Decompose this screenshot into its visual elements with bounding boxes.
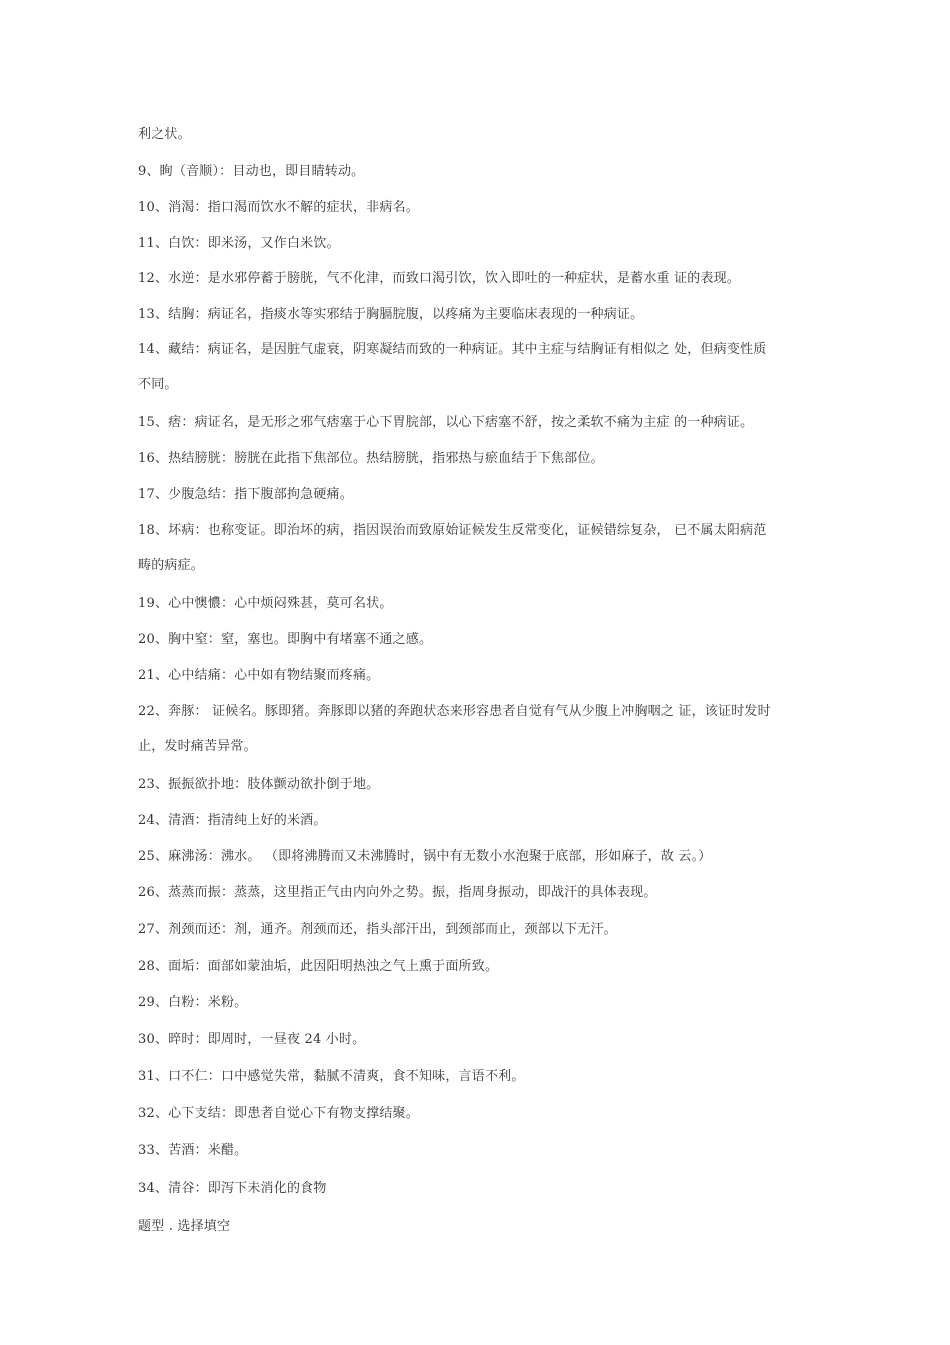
- entry-21: 21、心中结痛：心中如有物结聚而疼痛。: [138, 668, 380, 683]
- entry-22: 22、奔豚： 证候名。豚即猪。奔豚即以猪的奔跑状态来形容患者自觉有气从少腹上冲胸咽之 证，该证时发时: [138, 704, 771, 719]
- entry-33: 33、苦酒：米醋。: [138, 1143, 248, 1158]
- entry-18: 18、坏病：也称变证。即治坏的病，指因误治而致原始证候发生反常变化，证候错综复杂， 已不属太阳病范: [138, 523, 767, 538]
- entry-16: 16、热结膀胱：膀胱在此指下焦部位。热结膀胱，指邪热与瘀血结于下焦部位。: [138, 451, 604, 466]
- entry-11: 11、白饮：即米汤，又作白米饮。: [138, 236, 340, 251]
- section-heading: 题型 . 选择填空: [138, 1219, 231, 1234]
- entry-34: 34、清谷：即泻下未消化的食物: [138, 1181, 327, 1196]
- entry-30: 30、晬时：即周时，一昼夜 24 小时。: [138, 1032, 366, 1047]
- entry-15: 15、痞：病证名，是无形之邪气痞塞于心下胃脘部，以心下痞塞不舒，按之柔软不痛为主症 的一种病证。: [138, 415, 754, 430]
- entry-17: 17、少腹急结：指下腹部拘急硬痛。: [138, 487, 353, 502]
- entry-12: 12、水逆：是水邪停蓄于膀胱，气不化津，而致口渴引饮，饮入即吐的一种症状，是蓄水重 证的表现。: [138, 271, 741, 286]
- entry-10: 10、消渴：指口渴而饮水不解的症状，非病名。: [138, 200, 419, 215]
- entry-13: 13、结胸：病证名，指痰水等实邪结于胸膈脘腹，以疼痛为主要临床表现的一种病证。: [138, 307, 644, 322]
- entry-18-continuation: 畴的病症。: [138, 558, 205, 573]
- entry-19: 19、心中懊憹：心中烦闷殊甚，莫可名状。: [138, 596, 393, 611]
- entry-29: 29、白粉：米粉。: [138, 995, 248, 1010]
- entry-32: 32、心下支结：即患者自觉心下有物支撑结聚。: [138, 1106, 419, 1121]
- entry-22-continuation: 止，发时痛苦异常。: [138, 739, 257, 754]
- entry-24: 24、清酒：指清纯上好的米酒。: [138, 813, 327, 828]
- entry-25: 25、麻沸汤：沸水。 （即将沸腾而又未沸腾时，锅中有无数小水泡聚于底部，形如麻子，故 云。）: [138, 849, 712, 864]
- entry-9: 9、眴（音顺）：目动也，即目睛转动。: [138, 164, 365, 179]
- entry-23: 23、振振欲扑地：肢体颤动欲扑倒于地。: [138, 777, 380, 792]
- entry-20: 20、胸中窒：窒，塞也。即胸中有堵塞不通之感。: [138, 632, 433, 647]
- text-line-continuation: 利之状。: [138, 127, 191, 142]
- entry-26: 26、蒸蒸而振：蒸蒸，这里指正气由内向外之势。振，指周身振动，即战汗的具体表现。: [138, 885, 657, 900]
- entry-31: 31、口不仁：口中感觉失常，黏腻不清爽，食不知味，言语不利。: [138, 1069, 525, 1084]
- entry-27: 27、剂颈而还：剂，通齐。剂颈而还，指头部汗出，到颈部而止，颈部以下无汗。: [138, 922, 617, 937]
- entry-14-continuation: 不同。: [138, 377, 178, 392]
- entry-14: 14、藏结：病证名，是因脏气虚衰，阴寒凝结而致的一种病证。其中主症与结胸证有相似之 处，但病变性质: [138, 342, 767, 357]
- entry-28: 28、面垢：面部如蒙油垢，此因阳明热浊之气上熏于面所致。: [138, 959, 499, 974]
